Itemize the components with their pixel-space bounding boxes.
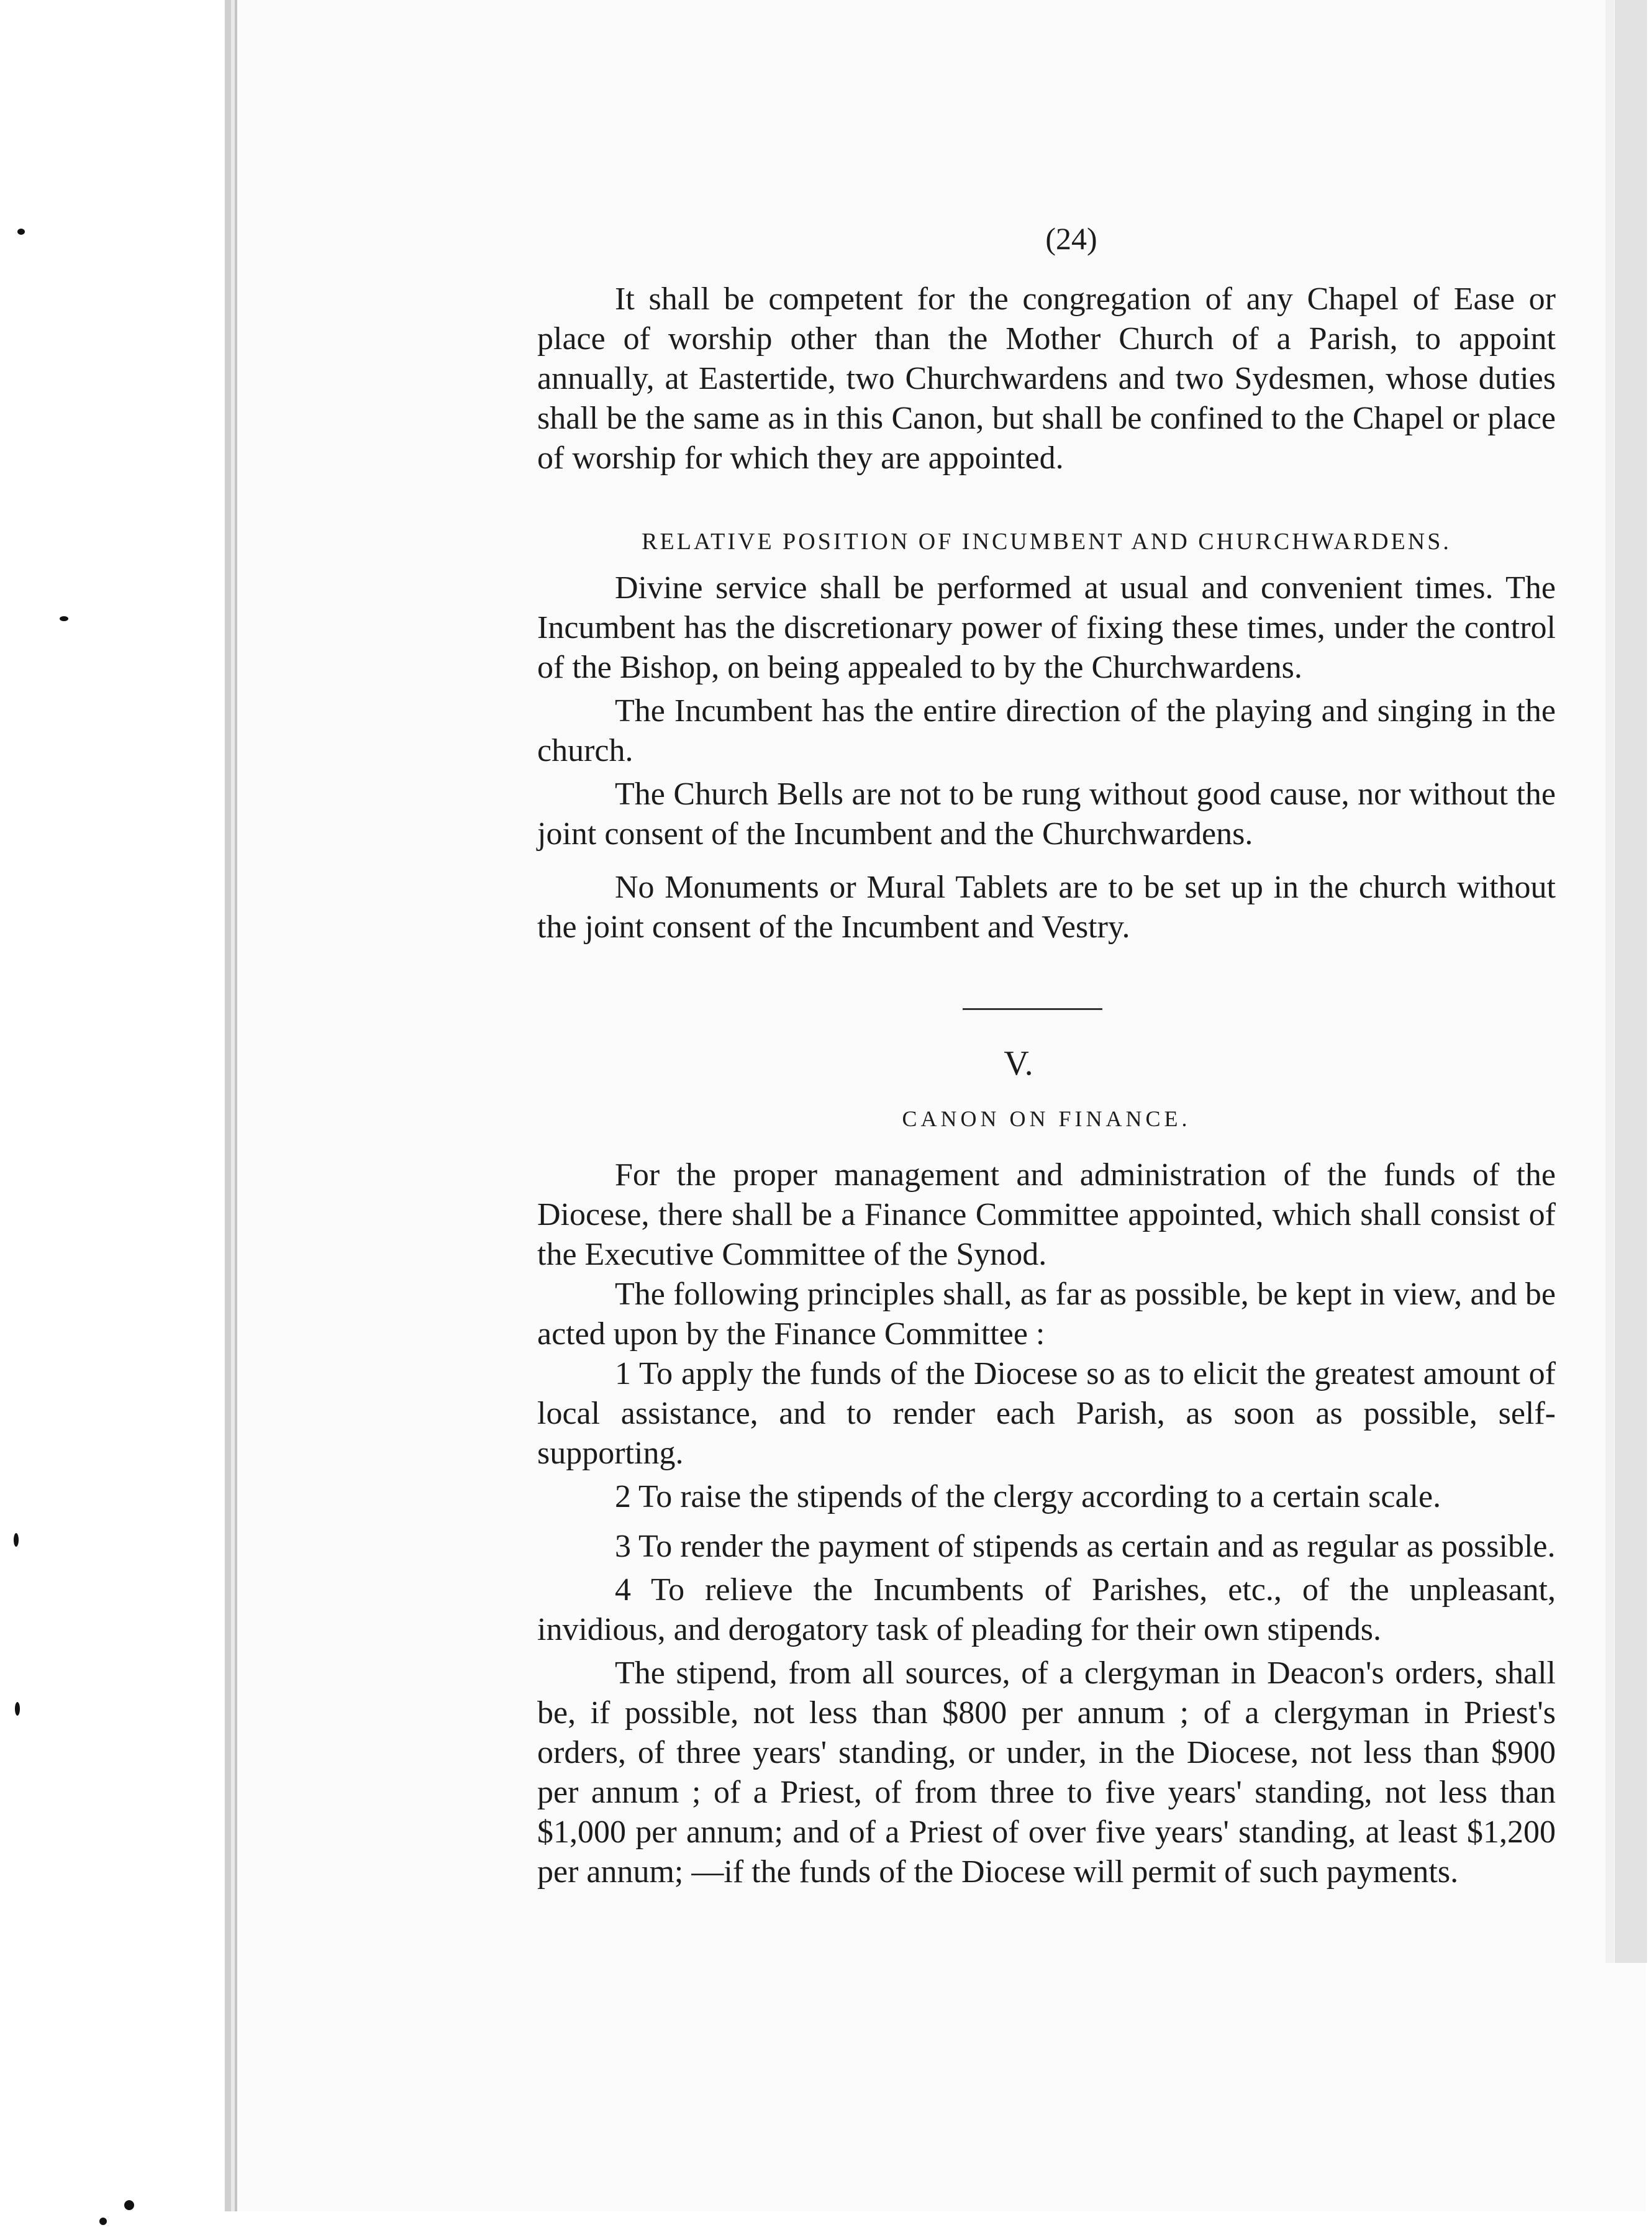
- music-direction-paragraph: The Incumbent has the entire direction of the playing and singing in the church.: [537, 693, 1556, 768]
- finance-body: [537, 1155, 1556, 1892]
- scan-bottom-margin: [224, 2211, 1652, 2230]
- scan-speck: [15, 1702, 20, 1716]
- relative-position-heading: RELATIVE POSITION OF INCUMBENT AND CHURCHWARDENS.: [642, 529, 1451, 555]
- page-spine-edge: [235, 0, 237, 2211]
- scan-background: [0, 0, 224, 2230]
- principle-1: 1 To apply the funds of the Diocese so as to elicit the greatest amount of local assistance, and to render each Parish, as soon as possible, self-supporting.: [537, 1356, 1556, 1471]
- finance-committee-paragraph: For the proper management and administration of the funds of the Diocese, there shall be a Finance Committee appointed, which shall consist of the Executive Committee of the Synod.: [537, 1157, 1556, 1272]
- church-bells-paragraph: The Church Bells are not to be rung without good cause, nor without the joint consent of the Incumbent and the Churchwardens.: [537, 776, 1556, 852]
- scan-speck: [17, 229, 25, 235]
- canon-on-finance-heading: CANON ON FINANCE.: [902, 1106, 1191, 1131]
- scan-speck: [60, 616, 68, 621]
- principle-3: 3 To render the payment of stipends as certain and as regular as possible.: [615, 1529, 1556, 1564]
- page-number: (24): [1045, 221, 1097, 256]
- divine-service-paragraph: Divine service shall be performed at usual and convenient times. The Incumbent has the discretionary power of fixing these times, under the control of the Bishop, on being appealed to by the Churchwardens.: [537, 570, 1556, 685]
- canon-numeral: V.: [1004, 1044, 1033, 1083]
- scan-speck: [124, 2200, 134, 2210]
- principle-2: 2 To raise the stipends of the clergy according to a certain scale.: [615, 1479, 1441, 1514]
- section-divider-rule: [963, 1008, 1102, 1010]
- stipend-scale-paragraph: The stipend, from all sources, of a clergyman in Deacon's orders, shall be, if possible, not less than $800 per annum ; of a clergyman in Priest's orders, of three years' standing, or under, in the Diocese, not less than $900 per annum ; of a Priest, of from three to five years' standing, not less than $1,000 per annum; and of a Priest of over five years' standing, at least $1,200 per annum; —if the funds of the Diocese will permit of such payments.: [537, 1655, 1556, 1890]
- principle-4: 4 To relieve the Incumbents of Parishes, etc., of the unpleasant, invidious, and derogatory task of pleading for their own stipends.: [537, 1572, 1556, 1647]
- page-right-edge: [1615, 0, 1647, 1963]
- page-right-edge-inner: [1605, 0, 1614, 1963]
- chapel-of-ease-paragraph-block: [537, 280, 1556, 478]
- monuments-paragraph: No Monuments or Mural Tablets are to be set up in the church without the joint consent of the Incumbent and Vestry.: [537, 870, 1556, 945]
- scan-speck: [14, 1533, 19, 1547]
- relative-position-body: [537, 568, 1556, 947]
- principles-paragraph: The following principles shall, as far as possible, be kept in view, and be acted upon by the Finance Committee :: [537, 1277, 1556, 1352]
- scan-speck: [99, 2218, 107, 2225]
- chapel-of-ease-paragraph: It shall be competent for the congregation of any Chapel of Ease or place of worship other than the Mother Church of a Parish, to appoint annually, at Eastertide, two Churchwardens and two Sydesmen, whose duties shall be the same as in this Canon, but shall be confined to the Chapel or place of worship for which they are appointed.: [537, 281, 1556, 476]
- page-spine-shadow: [225, 0, 231, 2211]
